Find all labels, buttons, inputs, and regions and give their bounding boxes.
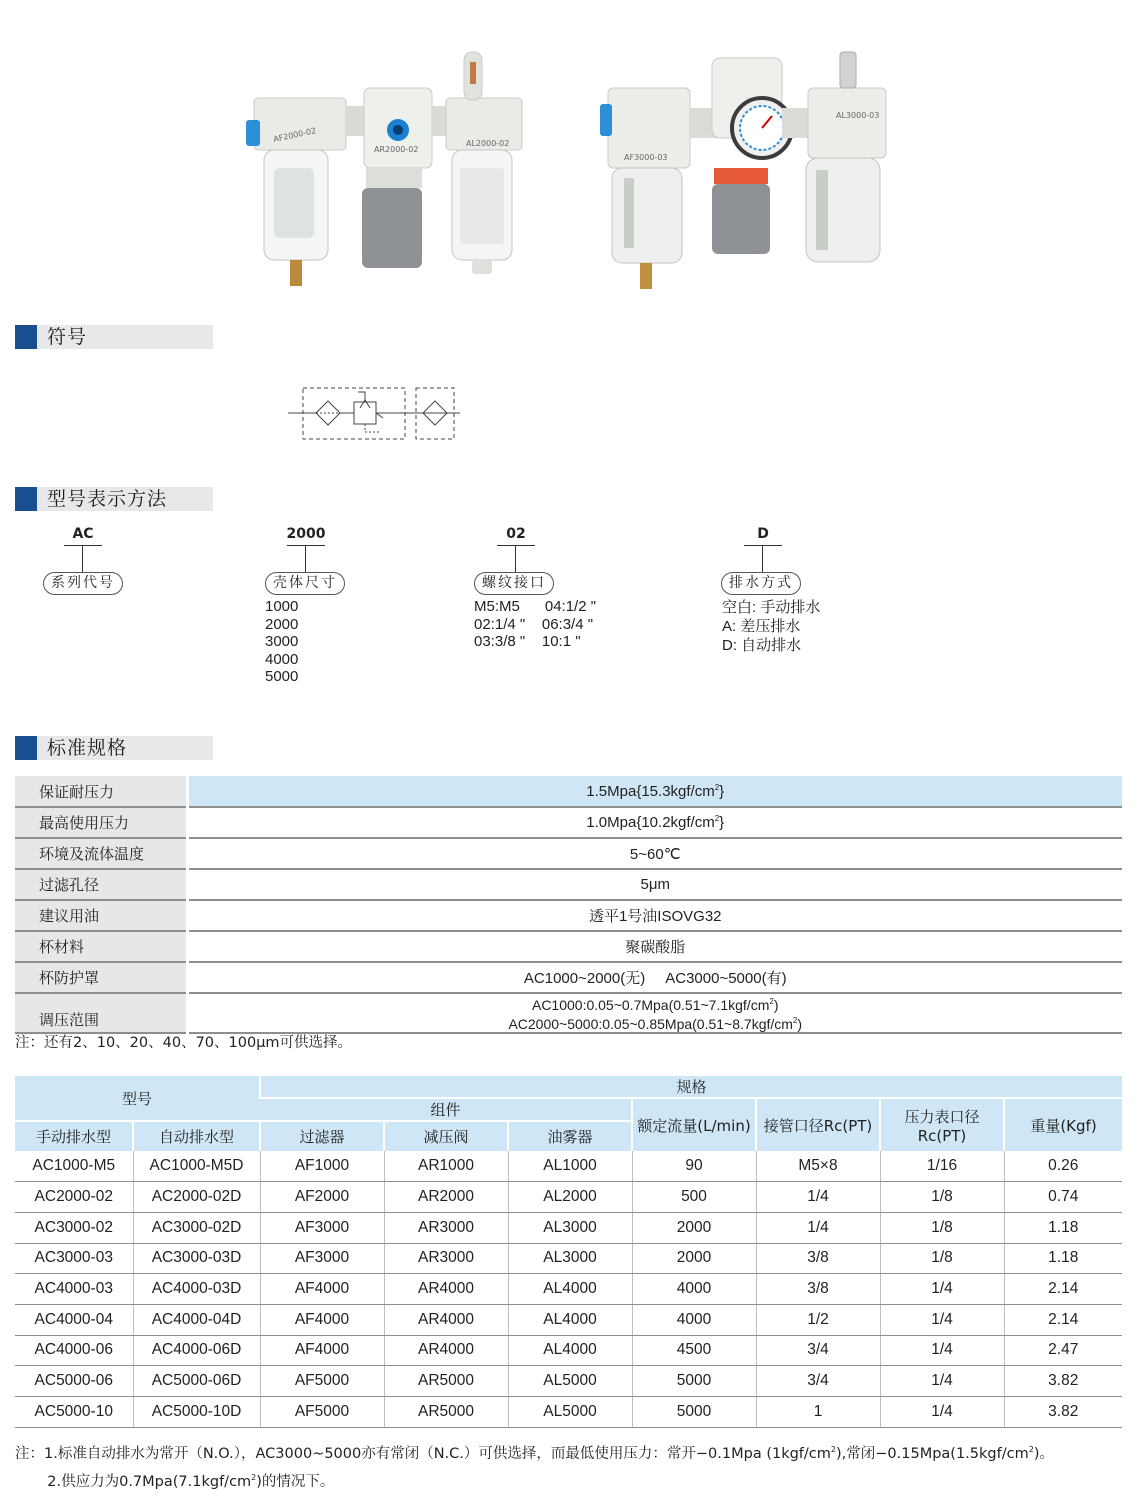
spec-row [15, 993, 1122, 1033]
code-label: 螺纹接口 [474, 572, 554, 595]
spec-row [15, 962, 1122, 993]
table-cell: AC1000-M5 [15, 1151, 133, 1182]
table-cell: 1/4 [756, 1182, 880, 1213]
table-cell: 1/4 [880, 1304, 1004, 1335]
spec-key: 建议用油 [15, 900, 187, 931]
table-cell: AR3000 [384, 1243, 508, 1274]
product-photo-left [246, 48, 528, 296]
table-cell: AL4000 [508, 1274, 632, 1305]
table-cell: AR3000 [384, 1212, 508, 1243]
table-cell: AR4000 [384, 1274, 508, 1305]
code-part: D [757, 526, 769, 542]
section-title: 符号 [47, 326, 88, 348]
spec-row [15, 776, 1122, 807]
code-part: 2000 [286, 526, 326, 542]
spec-table [15, 776, 1122, 1034]
table-cell: AC2000-02D [133, 1182, 260, 1213]
table-cell: 90 [632, 1151, 756, 1182]
header-lubricator: 油雾器 [508, 1121, 632, 1151]
code-part: AC [72, 526, 94, 542]
table-cell: AF4000 [260, 1274, 384, 1305]
table-cell: 1/4 [880, 1366, 1004, 1397]
spec-value: 5μm [187, 869, 1122, 900]
table-row [15, 1304, 1122, 1335]
spec-row [15, 807, 1122, 838]
table-cell: 3/8 [756, 1274, 880, 1305]
table-cell: AC3000-02D [133, 1212, 260, 1243]
product-photo-right [600, 48, 890, 296]
spec-value: 5~60℃ [187, 838, 1122, 869]
table-row [15, 1243, 1122, 1274]
table-row [15, 1151, 1122, 1182]
table-cell: 500 [632, 1182, 756, 1213]
table-cell: AC4000-06 [15, 1335, 133, 1366]
table-cell: AC3000-03 [15, 1243, 133, 1274]
pneumatic-symbol-diagram [288, 386, 460, 446]
table-cell: AC1000-M5D [133, 1151, 260, 1182]
table-cell: AR4000 [384, 1304, 508, 1335]
table-cell: 1.18 [1004, 1243, 1122, 1274]
table-cell: AR5000 [384, 1366, 508, 1397]
code-label: 系列代号 [43, 572, 123, 595]
table-cell: AC5000-06 [15, 1366, 133, 1397]
table-cell: AC3000-03D [133, 1243, 260, 1274]
table-cell: 3/4 [756, 1335, 880, 1366]
spec-key: 环境及流体温度 [15, 838, 187, 869]
table-cell: AF1000 [260, 1151, 384, 1182]
spec-value: 透平1号油ISOVG32 [187, 900, 1122, 931]
spec-key: 保证耐压力 [15, 776, 187, 807]
table-cell: AC4000-06D [133, 1335, 260, 1366]
table-cell: AC5000-10D [133, 1397, 260, 1428]
table-cell: 1/16 [880, 1151, 1004, 1182]
section-header-spec [15, 736, 213, 760]
model-table-body [15, 1151, 1122, 1427]
table-cell: AL3000 [508, 1212, 632, 1243]
table-cell: 4500 [632, 1335, 756, 1366]
table-cell: AF4000 [260, 1335, 384, 1366]
table-cell: AF3000 [260, 1212, 384, 1243]
section-marker [15, 736, 37, 760]
photo-label-af: AF2000-02 [272, 126, 317, 144]
code-options: 空白: 手动排水 A: 差压排水 D: 自动排水 [722, 599, 821, 654]
spec-value: $1.0Mpa\{10.2kgf/cm^2\}$ [187, 807, 1122, 838]
spec-row [15, 931, 1122, 962]
table-cell: AC4000-04D [133, 1304, 260, 1335]
header-port: 接管口径Rc(PT) [756, 1098, 880, 1151]
table-cell: 1/8 [880, 1243, 1004, 1274]
section-header-symbol [15, 325, 213, 349]
table-cell: 2.14 [1004, 1304, 1122, 1335]
table-row [15, 1274, 1122, 1305]
table-cell: AL4000 [508, 1304, 632, 1335]
section-marker [15, 487, 37, 511]
table-cell: AC3000-02 [15, 1212, 133, 1243]
photo-label-al: AL2000-02 [466, 139, 510, 148]
table-cell: 1/8 [880, 1212, 1004, 1243]
header-filter: 过滤器 [260, 1121, 384, 1151]
table-cell: AC5000-10 [15, 1397, 133, 1428]
code-line [744, 545, 782, 546]
spec-value: $1.5Mpa\{15.3kgf/cm^2\}$ [187, 776, 1122, 807]
table-cell: 4000 [632, 1304, 756, 1335]
table-cell: 2.47 [1004, 1335, 1122, 1366]
table-cell: 1.18 [1004, 1212, 1122, 1243]
header-flow: 额定流量(L/min) [632, 1098, 756, 1151]
table-cell: AC2000-02 [15, 1182, 133, 1213]
table-cell: AC4000-03 [15, 1274, 133, 1305]
table-cell: AC5000-06D [133, 1366, 260, 1397]
table-row [15, 1335, 1122, 1366]
table-cell: AL1000 [508, 1151, 632, 1182]
table-cell: AF5000 [260, 1397, 384, 1428]
table-cell: AL4000 [508, 1335, 632, 1366]
table-cell: AR4000 [384, 1335, 508, 1366]
header-model: 型号 [15, 1076, 260, 1121]
header-manual: 手动排水型 [15, 1121, 133, 1151]
header-regulator: 减压阀 [384, 1121, 508, 1151]
table-row [15, 1397, 1122, 1428]
code-options: 1000 2000 3000 4000 5000 [265, 598, 299, 686]
table-cell: AF5000 [260, 1366, 384, 1397]
table-cell: AC4000-03D [133, 1274, 260, 1305]
table-cell: AR5000 [384, 1397, 508, 1428]
table-cell: 1/4 [880, 1274, 1004, 1305]
table-cell: 1 [756, 1397, 880, 1428]
table-cell: 1/4 [880, 1397, 1004, 1428]
spec-key: 过滤孔径 [15, 869, 187, 900]
table-cell: 2000 [632, 1243, 756, 1274]
code-label: 排水方式 [721, 572, 801, 595]
header-parts: 组件 [260, 1098, 632, 1121]
table-cell: 3/4 [756, 1366, 880, 1397]
section-title: 标准规格 [47, 737, 128, 759]
model-table [15, 1076, 1122, 1428]
table-cell: 4000 [632, 1274, 756, 1305]
table-cell: 3.82 [1004, 1366, 1122, 1397]
header-auto: 自动排水型 [133, 1121, 260, 1151]
code-part: 02 [506, 526, 526, 542]
table-cell: 1/4 [756, 1212, 880, 1243]
code-connector [82, 545, 83, 572]
table-cell: 5000 [632, 1366, 756, 1397]
table-cell: AF4000 [260, 1304, 384, 1335]
spec-key: 最高使用压力 [15, 807, 187, 838]
photo-label-af-right: AF3000-03 [624, 153, 668, 162]
section-title: 型号表示方法 [47, 488, 168, 510]
header-spec: 规格 [260, 1076, 1122, 1098]
table-cell: AR1000 [384, 1151, 508, 1182]
code-connector [762, 545, 763, 572]
spec-row [15, 900, 1122, 931]
code-options: M5:M5 04:1/2 " 02:1/4 " 06:3/4 " 03:3/8 " 10:1 " [474, 598, 597, 651]
table-row [15, 1182, 1122, 1213]
table-cell: 0.74 [1004, 1182, 1122, 1213]
spec-value: 聚碳酸脂 [187, 931, 1122, 962]
spec-row [15, 869, 1122, 900]
code-line [287, 545, 325, 546]
table-cell: M5×8 [756, 1151, 880, 1182]
table-cell: 2000 [632, 1212, 756, 1243]
table-row [15, 1212, 1122, 1243]
code-line [64, 545, 102, 546]
header-weight: 重量(Kgf) [1004, 1098, 1122, 1151]
spec-key: 杯防护罩 [15, 962, 187, 993]
table-cell: AL2000 [508, 1182, 632, 1213]
table-cell: 1/2 [756, 1304, 880, 1335]
table-cell: AL3000 [508, 1243, 632, 1274]
table-cell: 1/4 [880, 1335, 1004, 1366]
header-gauge: 压力表口径Rc(PT) [880, 1098, 1004, 1151]
table-cell: 0.26 [1004, 1151, 1122, 1182]
spec-value: $AC1000:0.05\sim 0.7Mpa(0.51\sim 7.1kgf/cm^2)$ $AC2000\sim 5000:0.05\sim 0.85Mpa(0.51\sim 8.7kgf/cm^2)$ [187, 993, 1122, 1033]
photo-label-ar: AR2000-02 [374, 145, 419, 154]
table-row [15, 1366, 1122, 1397]
table-cell: 1/8 [880, 1182, 1004, 1213]
table-cell: 5000 [632, 1397, 756, 1428]
table-cell: AC4000-04 [15, 1304, 133, 1335]
code-label: 壳体尺寸 [265, 572, 345, 595]
table-cell: AF3000 [260, 1243, 384, 1274]
table-cell: AF2000 [260, 1182, 384, 1213]
spec-key: 杯材料 [15, 931, 187, 962]
note-filter-options: 注：还有2、10、20、40、70、100μm可供选择。 [15, 1035, 353, 1051]
code-line [497, 545, 535, 546]
table-cell: 3.82 [1004, 1397, 1122, 1428]
code-connector [305, 545, 306, 572]
table-cell: AL5000 [508, 1397, 632, 1428]
spec-row [15, 838, 1122, 869]
section-marker [15, 325, 37, 349]
spec-value: AC1000~2000(无) AC3000~5000(有) [187, 962, 1122, 993]
note-drain-and-pressure: 注：1.标准自动排水为常开（N.O.），AC3000~5000亦有常闭（N.C.）可供选择，而最低使用压力：常开−0.1Mpa $(1kgf/cm^2)$,常闭$-0.15Mpa(1.5kgf/cm^2)$。 2.供应力为$0.7Mpa(7.1kgf/cm^2)$的情况下。 [15, 1445, 1054, 1490]
table-cell: 3/8 [756, 1243, 880, 1274]
photo-label-al-right: AL3000-03 [836, 111, 880, 120]
code-connector [515, 545, 516, 572]
section-header-model-code [15, 487, 213, 511]
table-cell: AL5000 [508, 1366, 632, 1397]
table-cell: 2.14 [1004, 1274, 1122, 1305]
table-cell: AR2000 [384, 1182, 508, 1213]
spec-key: 调压范围 [15, 993, 187, 1033]
